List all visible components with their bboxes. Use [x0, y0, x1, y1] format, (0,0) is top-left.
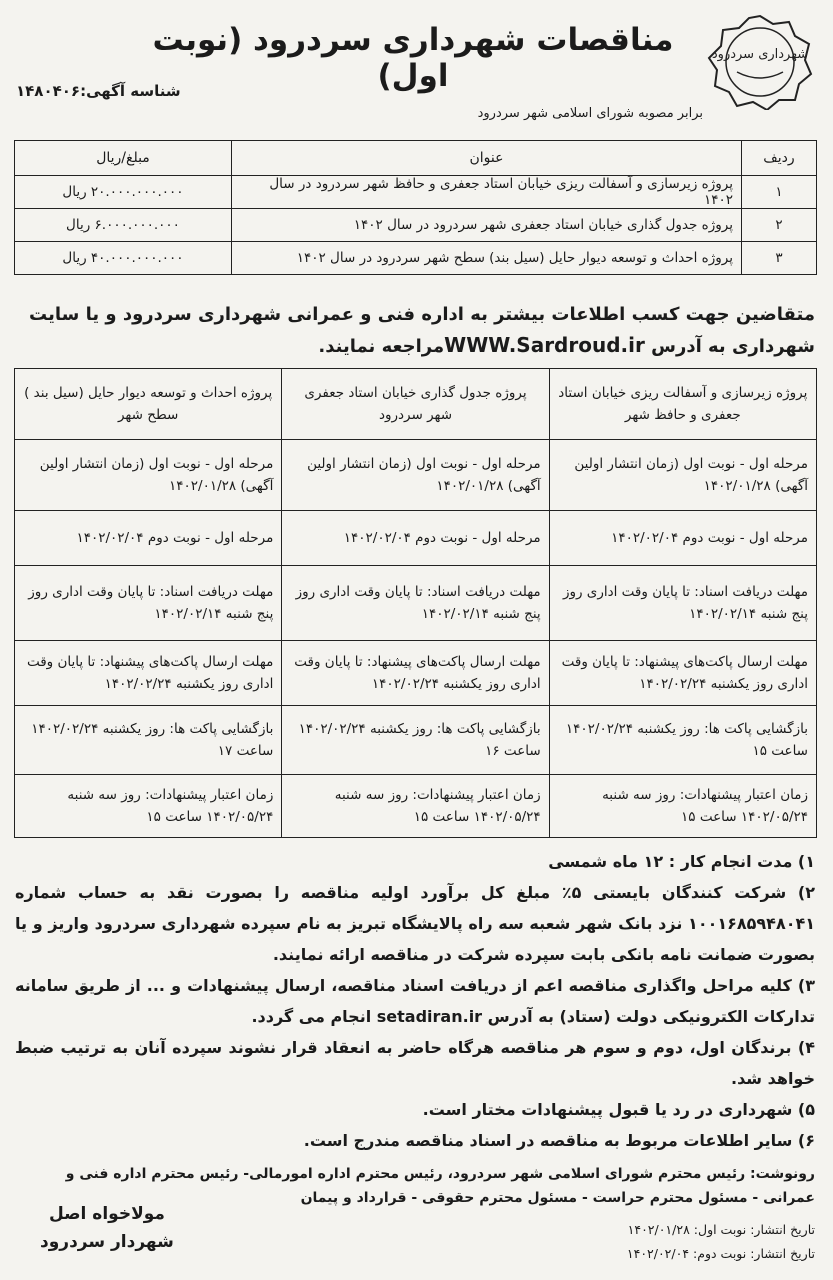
schedule-cell: زمان اعتبار پیشنهادات: روز سه شنبه ۱۴۰۲/۰۵/۲۴ ساعت ۱۵ [549, 775, 816, 838]
schedule-row [15, 641, 817, 706]
municipality-logo [707, 14, 813, 110]
schedule-table [14, 368, 817, 838]
row-amount: ۲۰.۰۰۰.۰۰۰.۰۰۰ ریال [15, 176, 232, 209]
carbon-copy-list: رونوشت: رئیس محترم شورای اسلامی شهر سردرود، رئیس محترم اداره امورمالی- رئیس محترم اداره فنی و عمرانی - مسئول محترم حراست - مسئول محترم حقوقی - قرارداد و پیمان [65, 1166, 815, 1206]
schedule-cell: بازگشایی پاکت ها: روز یکشنبه ۱۴۰۲/۰۲/۲۴ ساعت ۱۶ [282, 706, 549, 775]
condition-item: ۵) شهرداری در رد یا قبول پیشنهادات مختار است. [422, 1100, 815, 1119]
row-number: ۱ [742, 176, 817, 209]
schedule-cell: مهلت ارسال پاکت‌های پیشنهاد: تا پایان وقت اداری روز یکشنبه ۱۴۰۲/۰۲/۲۴ [549, 641, 816, 706]
schedule-column-header: پروژه احداث و توسعه دیوار حایل (سیل بند ) سطح شهر [15, 369, 282, 440]
col-title-header: عنوان [232, 141, 742, 176]
schedule-cell: مهلت ارسال پاکت‌های پیشنهاد: تا پایان وقت اداری روز یکشنبه ۱۴۰۲/۰۲/۲۴ [282, 641, 549, 706]
col-amount-header: مبلغ/ریال [15, 141, 232, 176]
schedule-cell: مهلت دریافت اسناد: تا پایان وقت اداری روز پنج شنبه ۱۴۰۲/۰۲/۱۴ [282, 566, 549, 641]
page-title: مناقصات شهرداری سردرود (نوبت اول) [152, 22, 674, 94]
schedule-row [15, 566, 817, 641]
schedule-row [15, 775, 817, 838]
table-row [15, 242, 817, 275]
signature-block [40, 1200, 174, 1256]
summary-header-row [15, 141, 817, 176]
schedule-cell: مهلت ارسال پاکت‌های پیشنهاد: تا پایان وقت اداری روز یکشنبه ۱۴۰۲/۰۲/۲۴ [15, 641, 282, 706]
schedule-cell: مهلت دریافت اسناد: تا پایان وقت اداری روز پنج شنبه ۱۴۰۲/۰۲/۱۴ [549, 566, 816, 641]
table-row [15, 176, 817, 209]
signatory-role: شهردار سردرود [40, 1232, 174, 1252]
intro-suffix: مراجعه نمایند. [318, 336, 445, 357]
schedule-cell: زمان اعتبار پیشنهادات: روز سه شنبه ۱۴۰۲/۰۵/۲۴ ساعت ۱۵ [282, 775, 549, 838]
schedule-header-row [15, 369, 817, 440]
schedule-column-header: پروژه زیرسازی و آسفالت ریزی خیابان استاد جعفری و حافظ شهر [549, 369, 816, 440]
condition-item: ۴) برندگان اول، دوم و سوم هر مناقصه هرگاه حاضر به انعقاد قرار نشوند سپرده آنان به ترتیب ضبط خواهد شد. [15, 1038, 815, 1088]
logo-text: شهرداری سردرود [711, 47, 809, 62]
schedule-cell: مرحله اول - نوبت دوم ۱۴۰۲/۰۲/۰۴ [549, 511, 816, 566]
intro-text: متقاضین جهت کسب اطلاعات بیشتر به اداره فنی و عمرانی شهرداری سردرود و یا سایت شهرداری به آدرس [29, 304, 815, 357]
row-title: پروژه احداث و توسعه دیوار حایل (سیل بند) سطح شهر سردرود در سال ۱۴۰۲ [232, 242, 742, 275]
row-title: پروژه جدول گذاری خیابان استاد جعفری شهر سردرود در سال ۱۴۰۲ [232, 209, 742, 242]
schedule-cell: مرحله اول - نوبت اول (زمان انتشار اولین آگهی) ۱۴۰۲/۰۱/۲۸ [15, 440, 282, 511]
publication-dates [627, 1218, 815, 1266]
schedule-row [15, 706, 817, 775]
schedule-cell: زمان اعتبار پیشنهادات: روز سه شنبه ۱۴۰۲/۰۵/۲۴ ساعت ۱۵ [15, 775, 282, 838]
condition-item: ۲) شرکت کنندگان بایستی ۵٪ مبلغ کل برآورد اولیه مناقصه را بصورت نقد به حساب شماره ۱۰۰۱۶۸۵۹۴۸۰۴۱ نزد بانک شهر شعبه سه راه پالایشگاه تبریز به نام سپرده شهرداری سردرود واریز و یا بصورت ضمانت نامه بانکی بابت سپرده شرکت در مناقصه ارائه نمایند. [15, 883, 816, 964]
schedule-cell: مرحله اول - نوبت اول (زمان انتشار اولین آگهی) ۱۴۰۲/۰۱/۲۸ [282, 440, 549, 511]
schedule-cell: مرحله اول - نوبت دوم ۱۴۰۲/۰۲/۰۴ [282, 511, 549, 566]
row-number: ۳ [742, 242, 817, 275]
condition-item: ۳) کلیه مراحل واگذاری مناقصه اعم از دریافت اسناد مناقصه، ارسال پیشنهادات و ... از طریق سامانه تدارکات الکترونیکی دولت (ستاد) به آدرس setadiran.ir انجام می گردد. [15, 976, 815, 1026]
row-amount: ۶.۰۰۰.۰۰۰.۰۰۰ ریال [15, 209, 232, 242]
condition-item: ۶) سایر اطلاعات مربوط به مناقصه در اسناد مناقصه مندرج است. [303, 1131, 815, 1150]
schedule-column-header: پروژه جدول گذاری خیابان استاد جعفری شهر سردرود [282, 369, 549, 440]
schedule-row [15, 511, 817, 566]
schedule-row [15, 440, 817, 511]
condition-item: ۱) مدت انجام کار : ۱۲ ماه شمسی [548, 852, 815, 871]
signatory-name: مولاخواه اصل [48, 1204, 165, 1224]
schedule-cell: مرحله اول - نوبت دوم ۱۴۰۲/۰۲/۰۴ [15, 511, 282, 566]
table-row [15, 209, 817, 242]
conditions-list [15, 846, 815, 1156]
approval-note: برابر مصوبه شورای اسلامی شهر سردرود [477, 106, 703, 121]
publication-first: تاریخ انتشار: نوبت اول: ۱۴۰۲/۰۱/۲۸ [627, 1222, 815, 1237]
publication-second: تاریخ انتشار: نوبت دوم: ۱۴۰۲/۰۲/۰۴ [626, 1246, 815, 1261]
schedule-cell: بازگشایی پاکت ها: روز یکشنبه ۱۴۰۲/۰۲/۲۴ ساعت ۱۷ [15, 706, 282, 775]
schedule-cell: مهلت دریافت اسناد: تا پایان وقت اداری روز پنج شنبه ۱۴۰۲/۰۲/۱۴ [15, 566, 282, 641]
row-amount: ۴۰.۰۰۰.۰۰۰.۰۰۰ ریال [15, 242, 232, 275]
schedule-cell: مرحله اول - نوبت اول (زمان انتشار اولین آگهی) ۱۴۰۲/۰۱/۲۸ [549, 440, 816, 511]
ad-identifier: شناسه آگهی:۱۴۸۰۴۰۶ [16, 82, 181, 100]
col-row-header: ردیف [742, 141, 817, 176]
website-link[interactable]: WWW.Sardroud.ir [444, 333, 645, 357]
intro-paragraph [15, 300, 815, 362]
row-number: ۲ [742, 209, 817, 242]
schedule-cell: بازگشایی پاکت ها: روز یکشنبه ۱۴۰۲/۰۲/۲۴ ساعت ۱۵ [549, 706, 816, 775]
summary-table [14, 140, 817, 275]
row-title: پروژه زیرسازی و آسفالت ریزی خیابان استاد جعفری و حافظ شهر سردرود در سال ۱۴۰۲ [232, 176, 742, 209]
